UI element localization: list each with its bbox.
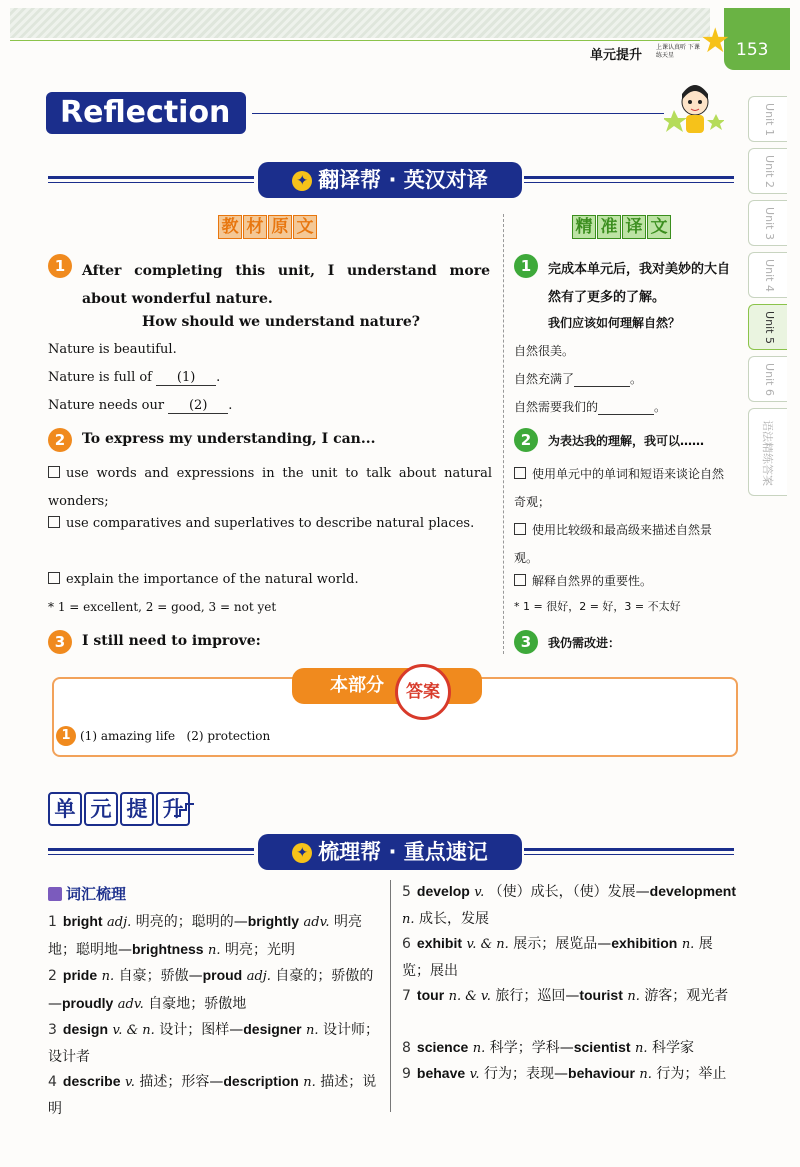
- vocab-divider: [390, 880, 391, 1112]
- translate-banner: ✦ 翻译帮 · 英汉对译: [258, 162, 522, 198]
- header-stripe: [10, 8, 710, 38]
- reflection-title: Reflection: [46, 92, 246, 134]
- vocab-item-8: 8 science n. 科学；学科—scientist n. 科学家: [402, 1039, 694, 1056]
- nature-line-1: Nature is beautiful.: [48, 342, 177, 357]
- banner-rule-right: [524, 176, 734, 183]
- page-number-box: [724, 8, 790, 70]
- translation-label: 精 准 译 文: [572, 215, 672, 239]
- tab-unit-3[interactable]: Unit 3: [748, 200, 787, 246]
- tab-unit-5[interactable]: Unit 5: [748, 304, 787, 350]
- tab-unit-1[interactable]: Unit 1: [748, 96, 787, 142]
- nature-line-2-zh: 自然充满了 。: [514, 372, 643, 386]
- vocab-item-4: 4 describe v. 描述；形容—description n. 描述；说明: [48, 1073, 377, 1117]
- item-number-3-zh: 3: [514, 630, 538, 654]
- banner-rule-right-2: [524, 848, 734, 855]
- answer-badge: 答案: [395, 664, 451, 720]
- checkbox-item-2-zh[interactable]: 使用比较级和最高级来描述自然景观。: [514, 523, 713, 565]
- tab-grammar-answers[interactable]: 语法精练答案: [748, 408, 787, 496]
- star-mascot-icon: ★: [700, 21, 731, 61]
- rating-key: * 1 = excellent, 2 = good, 3 = not yet: [48, 600, 277, 614]
- tab-unit-2[interactable]: Unit 2: [748, 148, 787, 194]
- question-text: How should we understand nature?: [142, 314, 420, 330]
- item2-text: To express my understanding, I can...: [82, 431, 376, 447]
- vocab-item-5: 5 develop v. （使）成长，（使）发展—development n. 成长，发展: [402, 883, 737, 927]
- vocab-item-6: 6 exhibit v. & n. 展示；展览品—exhibition n. 展览；展出: [402, 935, 713, 979]
- checkbox-item-3[interactable]: explain the importance of the natural world.: [48, 572, 359, 587]
- item-number-2: 2: [48, 428, 72, 452]
- girl-mascot-icon: [664, 80, 724, 140]
- checkbox-icon[interactable]: [514, 574, 526, 586]
- answer-number: 1: [56, 726, 76, 746]
- nature-line-3: Nature needs our (2) .: [48, 398, 233, 413]
- reflection-rule: [252, 113, 664, 114]
- header-tagline: 上课认真听 下课练天星: [656, 44, 700, 59]
- item-number-2-zh: 2: [514, 428, 538, 452]
- lightbulb-icon: ✦: [292, 171, 312, 191]
- checkbox-item-2[interactable]: use comparatives and superlatives to describe natural places.: [48, 516, 474, 531]
- rating-key-zh: * 1 = 很好，2 = 好，3 = 不太好: [514, 600, 681, 613]
- column-divider: [503, 214, 504, 654]
- nature-line-3-zh: 自然需要我们的 。: [514, 400, 667, 414]
- banner-rule-left: [48, 176, 254, 183]
- nature-line-1-zh: 自然很美。: [514, 344, 575, 358]
- item-number-3: 3: [48, 630, 72, 654]
- item-number-1-zh: 1: [514, 254, 538, 278]
- answer-text: (1) amazing life (2) protection: [80, 729, 271, 743]
- blank-1: (1): [156, 370, 216, 386]
- summary-banner: ✦ 梳理帮 · 重点速记: [258, 834, 522, 870]
- item-number-1: 1: [48, 254, 72, 278]
- vocab-item-9: 9 behave v. 行为；表现—behaviour n. 行为；举止: [402, 1065, 727, 1082]
- lightbulb-icon: ✦: [292, 843, 312, 863]
- header-rule: [10, 40, 700, 41]
- checkbox-icon[interactable]: [514, 467, 526, 479]
- page-number: 153: [736, 40, 769, 60]
- question-zh: 我们应该如何理解自然？: [548, 316, 681, 330]
- checkbox-item-1-zh[interactable]: 使用单元中的单词和短语来谈论自然奇观；: [514, 467, 725, 509]
- tab-unit-4[interactable]: Unit 4: [748, 252, 787, 298]
- blank-2: (2): [168, 398, 228, 414]
- checkbox-item-1[interactable]: use words and expressions in the unit to talk about natural wonders;: [48, 466, 492, 509]
- unit-title: 单 元 提 升: [48, 792, 192, 826]
- item1-text: After completing this unit, I understand more about wonderful nature.: [82, 263, 490, 307]
- vocab-heading: 词汇梳理: [48, 883, 126, 904]
- item3-text-zh: 我仍需改进：: [548, 636, 621, 650]
- vocab-item-3: 3 design v. & n. 设计；图样—designer n. 设计师；设计者: [48, 1021, 380, 1065]
- item2-text-zh: 为表达我的理解，我可以……: [548, 434, 705, 448]
- checkbox-icon[interactable]: [514, 523, 526, 535]
- vocab-item-2: 2 pride n. 自豪；骄傲—proud adj. 自豪的；骄傲的—proudly adv. 自豪地；骄傲地: [48, 967, 374, 1012]
- checkbox-item-3-zh[interactable]: 解释自然界的重要性。: [514, 572, 652, 589]
- tab-unit-6[interactable]: Unit 6: [748, 356, 787, 402]
- banner-rule-left-2: [48, 848, 254, 855]
- item3-text: I still need to improve:: [82, 633, 261, 649]
- vocab-item-7: 7 tour n. & v. 旅行；巡回—tourist n. 游客；观光者: [402, 987, 729, 1004]
- checkbox-icon[interactable]: [48, 516, 60, 528]
- section-title: 单元提升: [590, 48, 643, 63]
- original-text-label: 教 材 原 文: [218, 215, 318, 239]
- vocab-item-1: 1 bright adj. 明亮的；聪明的—brightly adv. 明亮地；聪明地—brightness n. 明亮；光明: [48, 913, 362, 958]
- item1-text-zh: 完成本单元后，我对美妙的大自然有了更多的了解。: [548, 262, 731, 305]
- step-arrow-icon: [172, 798, 196, 818]
- checkbox-icon[interactable]: [48, 572, 60, 584]
- notebook-icon: [48, 887, 62, 901]
- nature-line-2: Nature is full of (1) .: [48, 370, 221, 385]
- checkbox-icon[interactable]: [48, 466, 60, 478]
- answer-tab: 本部分: [292, 668, 482, 704]
